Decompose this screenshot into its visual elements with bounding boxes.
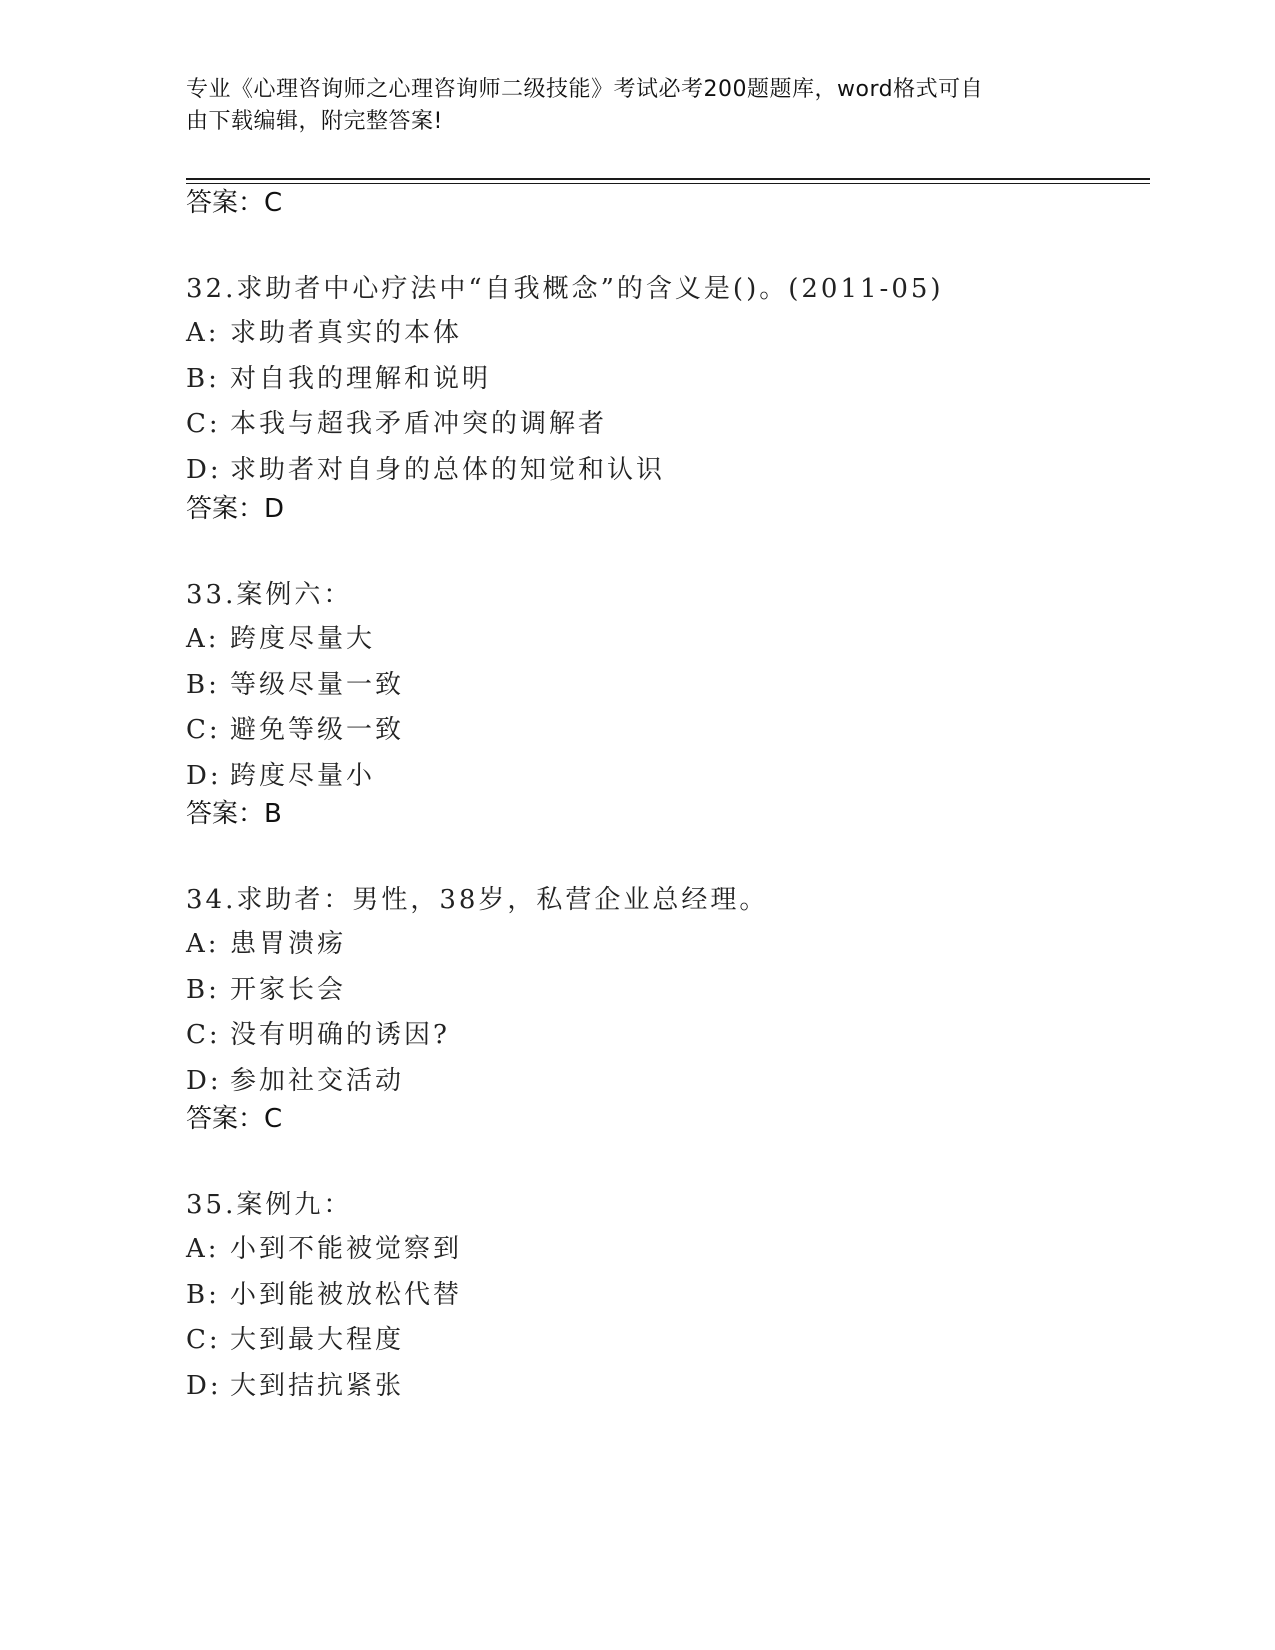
option-text: 小到不能被觉察到 xyxy=(230,1234,463,1264)
question-34-stem: 34.求助者：男性，38岁，私营企业总经理。 xyxy=(186,885,769,915)
header-line-2: 由下载编辑，附完整答案! xyxy=(186,109,443,134)
option-key: A: xyxy=(186,1234,220,1264)
option-text: 大到拮抗紧张 xyxy=(230,1370,405,1401)
question-34-options xyxy=(186,927,450,1109)
header-line-1: 专业《心理咨询师之心理咨询师二级技能》考试必考200题题库，word格式可自 xyxy=(186,77,984,102)
header-divider-thin xyxy=(186,183,1150,184)
question-32-stem: 32.求助者中心疗法中“自我概念”的含义是()。(2011-05) xyxy=(186,274,944,304)
option-c xyxy=(186,407,665,453)
option-key: B: xyxy=(186,363,220,394)
option-c xyxy=(186,1323,462,1369)
header-divider-thick xyxy=(186,178,1150,180)
option-text: 小到能被放松代替 xyxy=(230,1279,463,1310)
option-text: 跨度尽量大 xyxy=(230,624,376,654)
question-35-stem: 35.案例九： xyxy=(186,1190,353,1220)
option-b xyxy=(186,668,404,714)
option-key: C: xyxy=(186,409,221,439)
option-text: 对自我的理解和说明 xyxy=(230,363,492,394)
question-35-options xyxy=(186,1232,462,1414)
option-text: 求助者对自身的总体的知觉和认识 xyxy=(230,454,666,485)
option-a xyxy=(186,622,404,668)
option-key: B: xyxy=(186,974,220,1005)
option-key: C: xyxy=(186,1325,221,1355)
question-33-options xyxy=(186,622,404,804)
option-key: B: xyxy=(186,1279,220,1310)
option-key: A: xyxy=(186,929,220,959)
option-key: D: xyxy=(186,1370,222,1401)
question-33-answer: 答案：B xyxy=(186,799,282,829)
option-text: 本我与超我矛盾冲突的调解者 xyxy=(230,409,608,439)
option-b xyxy=(186,973,450,1019)
option-key: A: xyxy=(186,624,220,654)
option-key: B: xyxy=(186,669,220,700)
option-a xyxy=(186,316,665,362)
option-key: D: xyxy=(186,454,222,485)
option-text: 大到最大程度 xyxy=(230,1325,405,1355)
option-key: D: xyxy=(186,760,222,791)
option-key: A: xyxy=(186,318,220,348)
option-text: 跨度尽量小 xyxy=(230,760,376,791)
option-text: 避免等级一致 xyxy=(230,715,405,745)
question-32-options xyxy=(186,316,665,498)
option-d xyxy=(186,1369,462,1415)
previous-answer: 答案：C xyxy=(186,188,283,218)
option-key: C: xyxy=(186,1020,221,1050)
option-key: D: xyxy=(186,1065,222,1096)
option-b xyxy=(186,362,665,408)
option-a xyxy=(186,1232,462,1278)
option-b xyxy=(186,1278,462,1324)
option-text: 求助者真实的本体 xyxy=(230,318,463,348)
option-text: 没有明确的诱因? xyxy=(230,1020,450,1050)
option-text: 患胃溃疡 xyxy=(230,929,347,959)
option-text: 等级尽量一致 xyxy=(230,669,405,700)
option-text: 参加社交活动 xyxy=(230,1065,405,1096)
question-33-stem: 33.案例六： xyxy=(186,580,353,610)
document-header xyxy=(186,74,1066,138)
option-c xyxy=(186,713,404,759)
question-34-answer: 答案：C xyxy=(186,1104,283,1134)
option-text: 开家长会 xyxy=(230,974,347,1005)
option-a xyxy=(186,927,450,973)
option-c xyxy=(186,1018,450,1064)
option-key: C: xyxy=(186,715,221,745)
question-32-answer: 答案：D xyxy=(186,494,285,524)
